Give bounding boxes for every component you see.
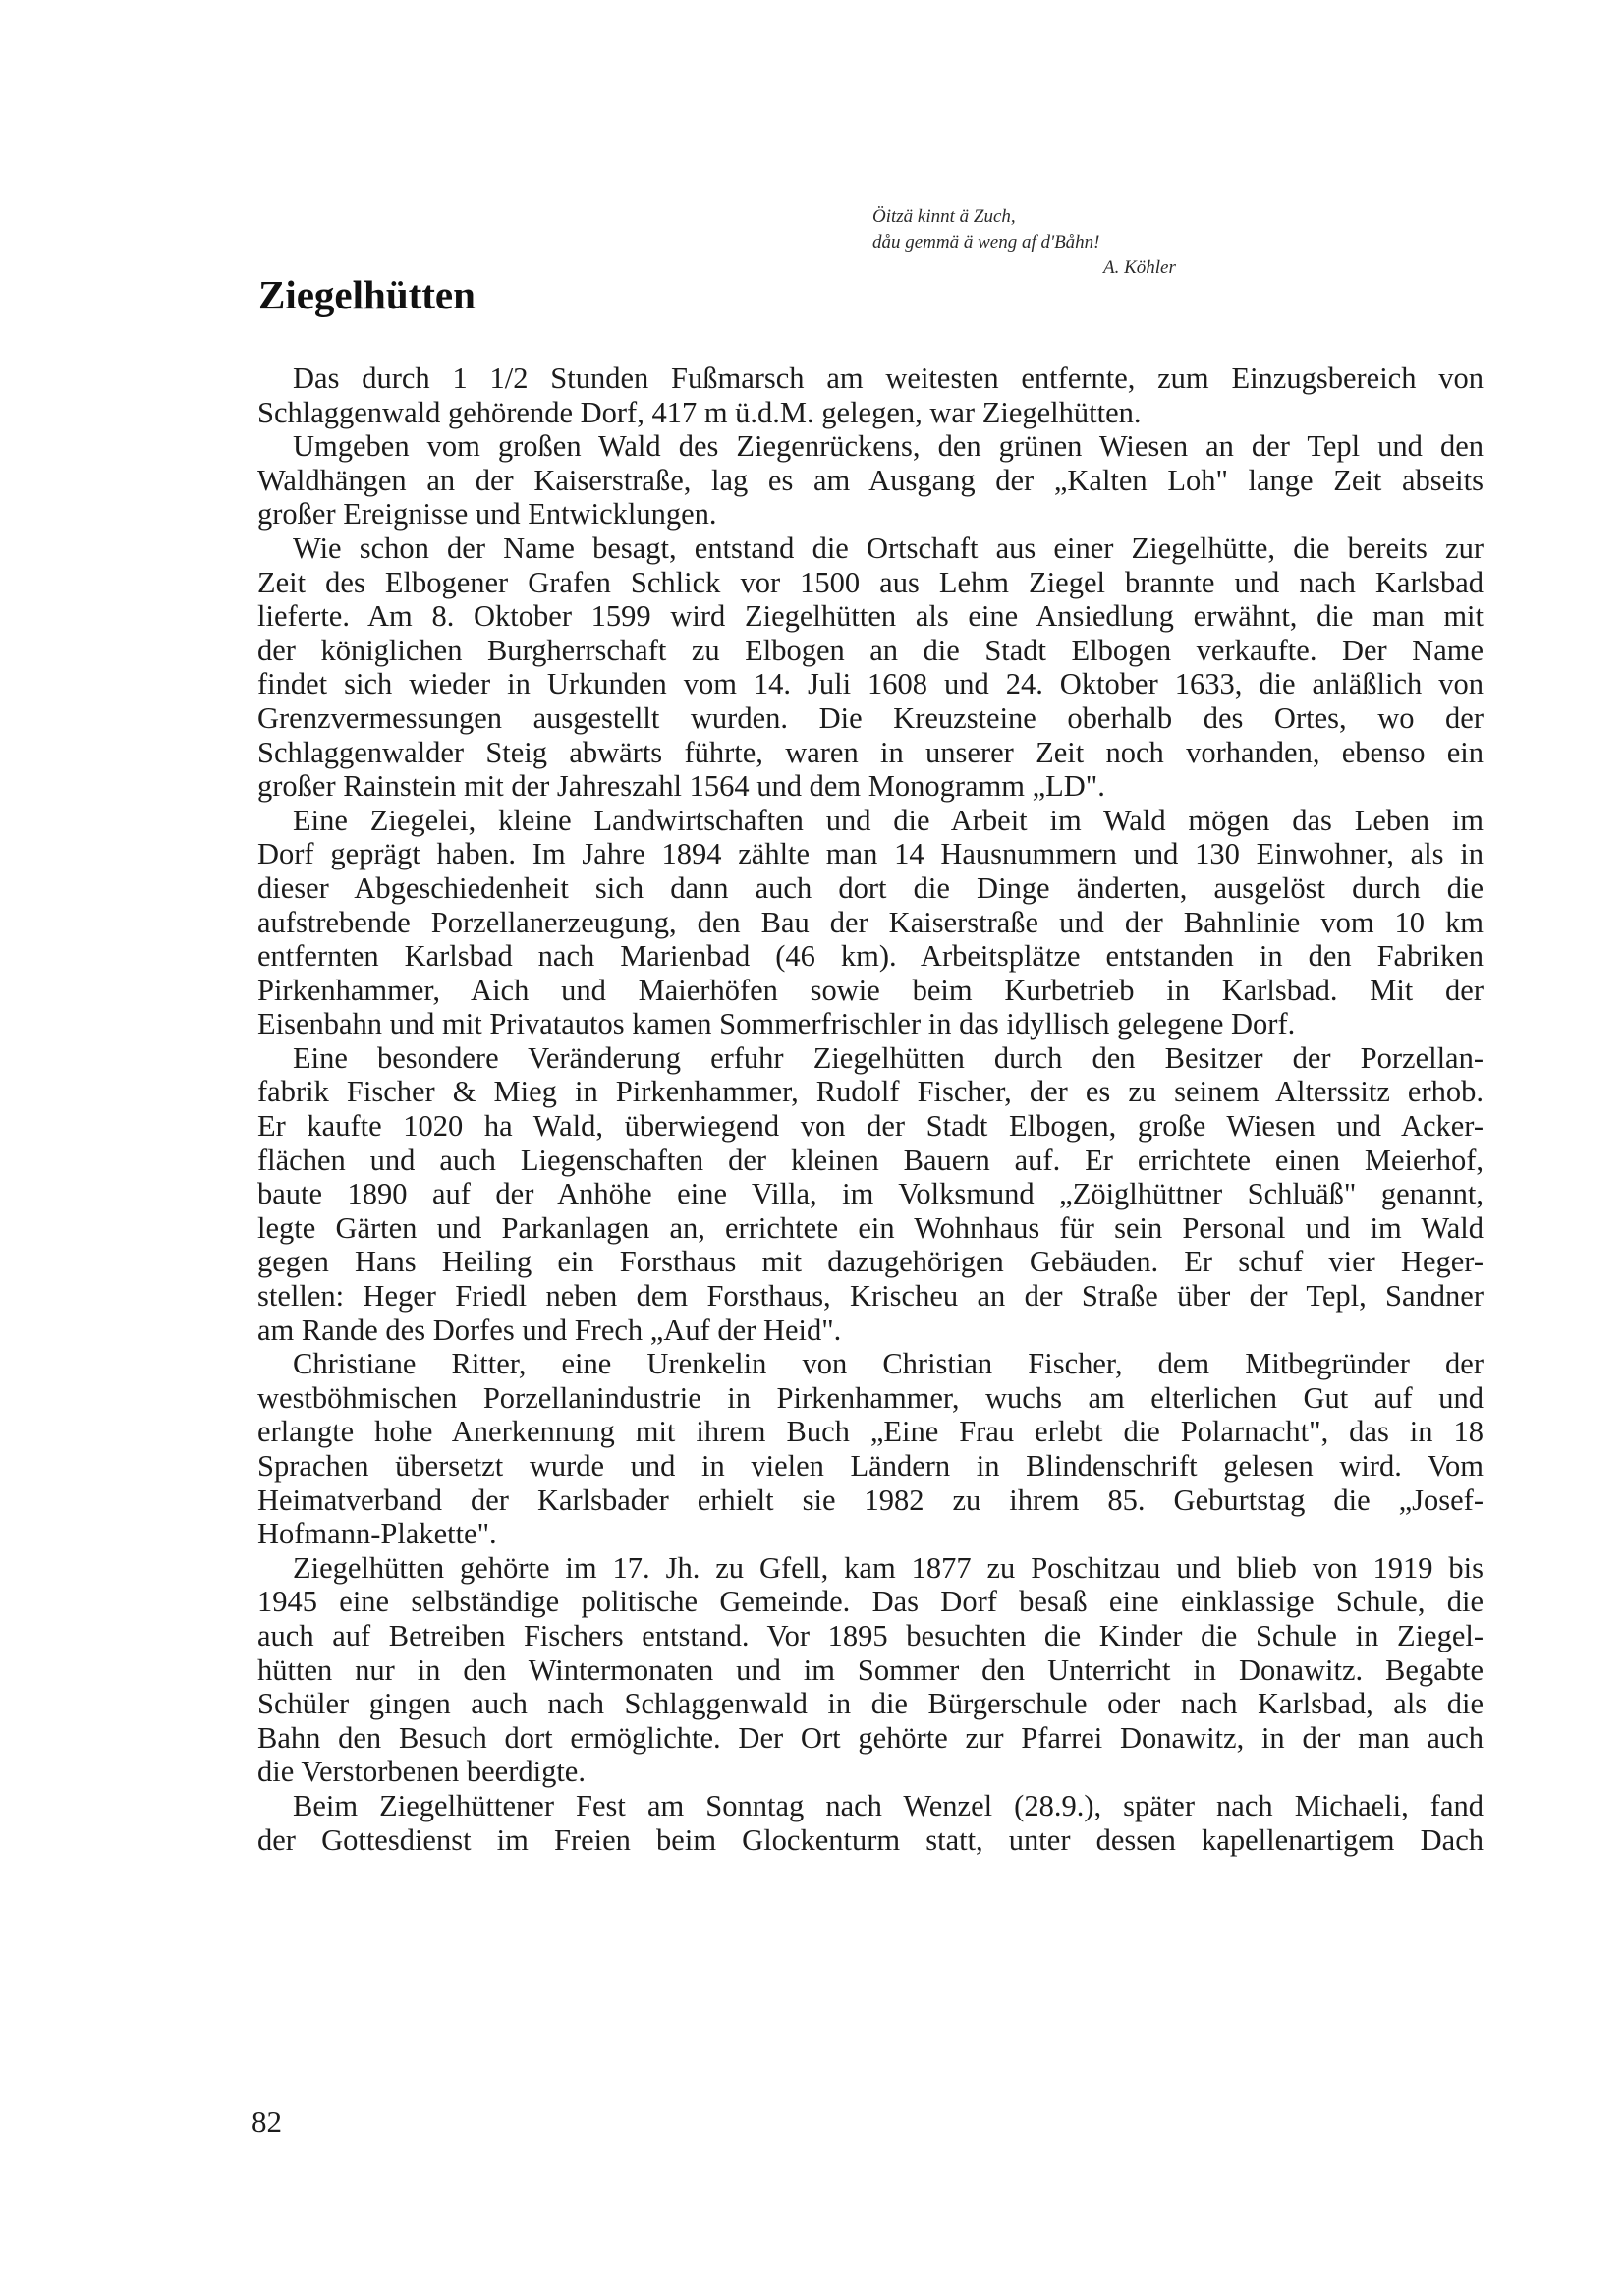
text-line: stellen: Heger Friedl neben dem Forsthaus, Krischeu an der Straße über der Tepl, Sandner (257, 1279, 1484, 1314)
text-line: Schlaggenwalder Steig abwärts führte, waren in unserer Zeit noch vorhanden, ebenso ein (257, 735, 1484, 769)
text-line: Umgeben vom großen Wald des Ziegenrückens, den grünen Wiesen an der Tepl und den (293, 429, 1484, 464)
epigraph (872, 204, 1285, 281)
text-line: Schlaggenwald gehörende Dorf, 417 m ü.d.M. gelegen, war Ziegelhütten. (257, 395, 1142, 429)
text-line: fabrik Fischer & Mieg in Pirkenhammer, Rudolf Fischer, der es zu seinem Alterssitz erhob. (257, 1075, 1484, 1109)
paragraph (257, 1551, 1484, 1789)
text-line: erlangte hohe Anerkennung mit ihrem Buch „Eine Frau erlebt die Polarnacht", das in 18 (257, 1415, 1484, 1449)
text-line: am Rande des Dorfes und Frech „Auf der Heid". (257, 1313, 842, 1347)
text-line: die Verstorbenen beerdigte. (257, 1755, 586, 1789)
text-line: der Gottesdienst im Freien beim Glockenturm statt, unter dessen kapellenartigem Dach (257, 1822, 1484, 1857)
text-line: großer Rainstein mit der Jahreszahl 1564 und dem Monogramm „LD". (257, 769, 1105, 804)
text-line: westböhmischen Porzellanindustrie in Pirkenhammer, wuchs am elterlichen Gut auf und (257, 1380, 1484, 1415)
text-line: Pirkenhammer, Aich und Maierhöfen sowie beim Kurbetrieb in Karlsbad. Mit der (257, 973, 1484, 1007)
text-line: Beim Ziegelhüttener Fest am Sonntag nach Wenzel (28.9.), später nach Michaeli, fand (293, 1788, 1484, 1822)
text-line: Grenzvermessungen ausgestellt wurden. Die Kreuzsteine oberhalb des Ortes, wo der (257, 700, 1484, 735)
text-line: 1945 eine selbständige politische Gemeinde. Das Dorf besaß eine einklassige Schule, die (257, 1585, 1484, 1619)
text-line: Heimatverband der Karlsbader erhielt sie 1982 zu ihrem 85. Geburtstag die „Josef- (257, 1483, 1484, 1517)
paragraph (257, 1789, 1484, 1857)
text-line: Waldhängen an der Kaiserstraße, lag es am Ausgang der „Kalten Loh" lange Zeit abseits (257, 463, 1484, 497)
text-line: Schüler gingen auch nach Schlaggenwald in die Bürgerschule oder nach Karlsbad, als die (257, 1687, 1484, 1721)
epigraph-line: dåu gemmä ä weng af d'Båhn! (872, 232, 1100, 252)
paragraph (257, 1041, 1484, 1347)
text-line: hütten nur in den Wintermonaten und im Sommer den Unterricht in Donawitz. Begabte (257, 1652, 1484, 1687)
text-line: Bahn den Besuch dort ermöglichte. Der Ort gehörte zur Pfarrei Donawitz, in der man auch (257, 1720, 1484, 1755)
text-line: aufstrebende Porzellanerzeugung, den Bau der Kaiserstraße und der Bahnlinie vom 10 km (257, 905, 1484, 939)
text-line: Eine Ziegelei, kleine Landwirtschaften und die Arbeit im Wald mögen das Leben im (293, 803, 1484, 837)
epigraph-author: A. Köhler (1103, 257, 1176, 278)
text-line: Zeit des Elbogener Grafen Schlick vor 1500 aus Lehm Ziegel brannte und nach Karlsbad (257, 565, 1484, 599)
paragraph (257, 429, 1484, 532)
text-line: Er kaufte 1020 ha Wald, überwiegend von der Stadt Elbogen, große Wiesen und Acker- (257, 1109, 1484, 1144)
text-line: entfernten Karlsbad nach Marienbad (46 km). Arbeitsplätze entstanden in den Fabriken (257, 939, 1484, 974)
page-number: 82 (252, 2104, 282, 2139)
text-line: Wie schon der Name besagt, entstand die Ortschaft aus einer Ziegelhütte, die bereits zur (293, 531, 1484, 565)
text-line: gegen Hans Heiling ein Forsthaus mit dazugehörigen Gebäuden. Er schuf vier Heger- (257, 1245, 1484, 1279)
text-line: legte Gärten und Parkanlagen an, errichtete ein Wohnhaus für sein Personal und im Wald (257, 1210, 1484, 1245)
text-line: großer Ereignisse und Entwicklungen. (257, 497, 717, 532)
epigraph-line: Öitzä kinnt ä Zuch, (872, 206, 1016, 227)
body-text (257, 362, 1484, 1857)
text-line: auch auf Betreiben Fischers entstand. Vor 1895 besuchten die Kinder die Schule in Ziegel- (257, 1618, 1484, 1652)
paragraph (257, 1347, 1484, 1551)
paragraph (257, 804, 1484, 1041)
text-line: Hofmann-Plakette". (257, 1517, 497, 1551)
text-line: Christiane Ritter, eine Urenkelin von Christian Fischer, dem Mitbegründer der (293, 1347, 1484, 1381)
text-line: Eine besondere Veränderung erfuhr Ziegelhütten durch den Besitzer der Porzellan- (293, 1040, 1484, 1075)
chapter-title: Ziegelhütten (258, 272, 476, 317)
text-line: dieser Abgeschiedenheit sich dann auch dort die Dinge änderten, ausgelöst durch die (257, 870, 1484, 905)
text-line: Ziegelhütten gehörte im 17. Jh. zu Gfell, kam 1877 zu Poschitzau und blieb von 1919 bis (293, 1550, 1484, 1585)
text-line: Das durch 1 1/2 Stunden Fußmarsch am weitesten entfernte, zum Einzugsbereich von (293, 362, 1484, 395)
text-line: Dorf geprägt haben. Im Jahre 1894 zählte man 14 Hausnummern und 130 Einwohner, als in (257, 837, 1484, 871)
text-line: flächen und auch Liegenschaften der kleinen Bauern auf. Er errichtete einen Meierhof, (257, 1143, 1484, 1177)
paragraph (257, 362, 1484, 429)
text-line: Sprachen übersetzt wurde und in vielen Ländern in Blindenschrift gelesen wird. Vom (257, 1449, 1484, 1483)
text-line: findet sich wieder in Urkunden vom 14. Juli 1608 und 24. Oktober 1633, die anläßlich von (257, 667, 1484, 701)
text-line: Eisenbahn und mit Privatautos kamen Sommerfrischler in das idyllisch gelegene Dorf. (257, 1007, 1296, 1041)
text-line: der königlichen Burgherrschaft zu Elbogen an die Stadt Elbogen verkaufte. Der Name (257, 633, 1484, 667)
paragraph (257, 532, 1484, 804)
text-line: baute 1890 auf der Anhöhe eine Villa, im Volksmund „Zöiglhüttner Schluäß" genannt, (257, 1177, 1484, 1211)
text-line: lieferte. Am 8. Oktober 1599 wird Ziegelhütten als eine Ansiedlung erwähnt, die man mit (257, 599, 1484, 634)
